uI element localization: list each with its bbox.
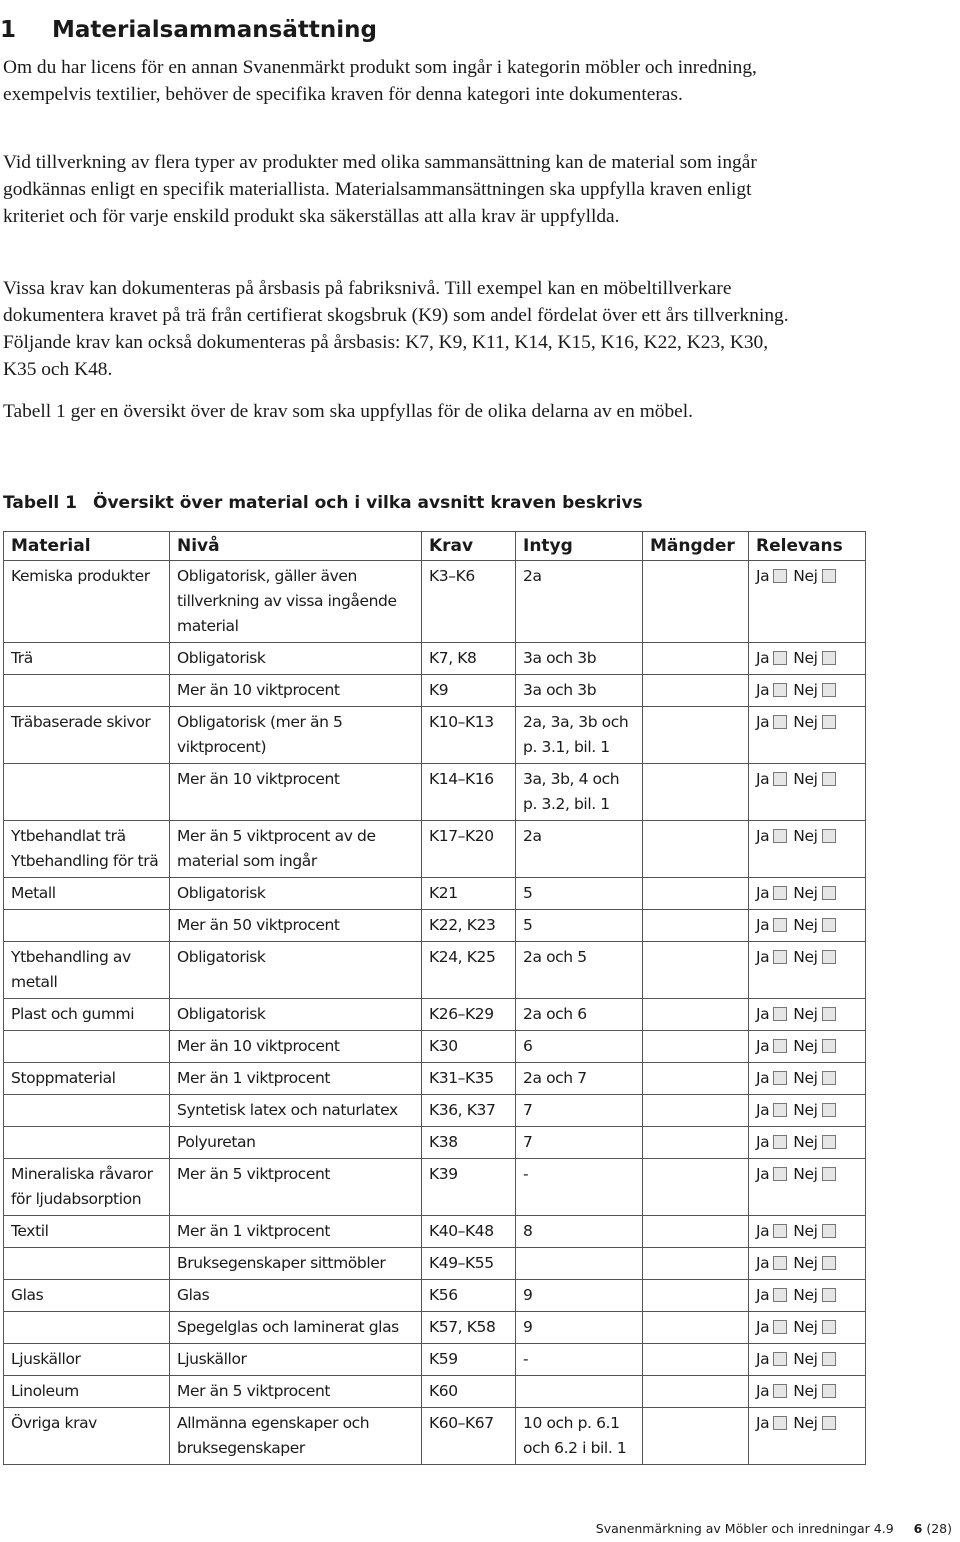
cell-intyg — [516, 1376, 643, 1408]
col-header-krav: Krav — [422, 532, 516, 561]
cell-niva: Bruksegenskaper sittmöbler — [170, 1248, 422, 1280]
nej-checkbox[interactable] — [822, 1135, 836, 1149]
nej-checkbox[interactable] — [822, 1384, 836, 1398]
ja-checkbox[interactable] — [773, 1352, 787, 1366]
ja-label: Ja — [756, 567, 770, 585]
footer-title: Svanenmärkning av Möbler och inredningar — [595, 1521, 870, 1536]
cell-mangder — [643, 1248, 749, 1280]
paragraph-2: Vid tillverkning av flera typer av produkter med olika sammansättning kan de material som ingår godkännas enligt en specifik materiallista. Materialsammansättningen ska uppfylla kraven enligt kriteriet och för varje enskild produkt ska säkerställas att alla krav är uppfyllda. — [3, 152, 757, 227]
cell-intyg: 9 — [516, 1280, 643, 1312]
nej-checkbox[interactable] — [822, 1007, 836, 1021]
ja-label: Ja — [756, 916, 770, 934]
nej-checkbox[interactable] — [822, 1352, 836, 1366]
nej-label: Nej — [793, 1133, 818, 1151]
nej-label: Nej — [793, 567, 818, 585]
cell-material: Stoppmaterial — [4, 1063, 170, 1095]
ja-checkbox[interactable] — [773, 569, 787, 583]
table-row — [4, 1216, 866, 1248]
cell-krav: K31–K35 — [422, 1063, 516, 1095]
table-caption-label: Tabell 1 — [3, 493, 77, 513]
paragraph-4: Tabell 1 ger en översikt över de krav som ska uppfyllas för de olika delarna av en möbel. — [3, 401, 694, 422]
cell-mangder — [643, 1344, 749, 1376]
cell-krav: K36, K37 — [422, 1095, 516, 1127]
col-header-material: Material — [4, 532, 170, 561]
ja-checkbox[interactable] — [773, 1039, 787, 1053]
cell-mangder — [643, 675, 749, 707]
cell-material — [4, 1095, 170, 1127]
cell-relevans — [749, 1408, 866, 1465]
cell-intyg: 10 och p. 6.1 och 6.2 i bil. 1 — [516, 1408, 643, 1465]
cell-relevans — [749, 1344, 866, 1376]
ja-checkbox[interactable] — [773, 651, 787, 665]
nej-checkbox[interactable] — [822, 569, 836, 583]
paragraph-3: Vissa krav kan dokumenteras på årsbasis på fabriksnivå. Till exempel kan en möbeltillverkare dokumentera kravet på trä från certifierat skogsbruk (K9) som andel fördelat över ett års tillverkning. Följande krav kan också dokumenteras på årsbasis: K7, K9, K11, K14, K15, K16, K22, K23, K30, K35 och K48. — [3, 278, 789, 380]
cell-relevans — [749, 1280, 866, 1312]
nej-label: Nej — [793, 884, 818, 902]
material-table — [3, 531, 866, 1465]
table-row — [4, 764, 866, 821]
cell-niva: Polyuretan — [170, 1127, 422, 1159]
cell-krav: K14–K16 — [422, 764, 516, 821]
table-row — [4, 675, 866, 707]
cell-krav: K59 — [422, 1344, 516, 1376]
ja-label: Ja — [756, 1382, 770, 1400]
cell-niva: Allmänna egenskaper och bruksegenskaper — [170, 1408, 422, 1465]
ja-checkbox[interactable] — [773, 829, 787, 843]
cell-krav: K3–K6 — [422, 561, 516, 643]
cell-niva: Mer än 5 viktprocent — [170, 1376, 422, 1408]
cell-mangder — [643, 1312, 749, 1344]
cell-material: Textil — [4, 1216, 170, 1248]
section-heading — [0, 15, 960, 45]
cell-mangder — [643, 1031, 749, 1063]
cell-niva: Mer än 10 viktprocent — [170, 764, 422, 821]
nej-label: Nej — [793, 1005, 818, 1023]
cell-krav: K30 — [422, 1031, 516, 1063]
ja-label: Ja — [756, 1350, 770, 1368]
table-row — [4, 1127, 866, 1159]
cell-intyg: 2a — [516, 821, 643, 878]
col-header-intyg: Intyg — [516, 532, 643, 561]
cell-niva: Ljuskällor — [170, 1344, 422, 1376]
ja-checkbox[interactable] — [773, 886, 787, 900]
nej-checkbox[interactable] — [822, 1167, 836, 1181]
ja-label: Ja — [756, 1318, 770, 1336]
cell-niva: Syntetisk latex och naturlatex — [170, 1095, 422, 1127]
cell-mangder — [643, 1376, 749, 1408]
nej-label: Nej — [793, 713, 818, 731]
cell-niva: Mer än 10 viktprocent — [170, 1031, 422, 1063]
cell-intyg: 2a — [516, 561, 643, 643]
nej-label: Nej — [793, 1254, 818, 1272]
cell-intyg — [516, 1248, 643, 1280]
cell-niva: Obligatorisk — [170, 942, 422, 999]
cell-relevans — [749, 1376, 866, 1408]
cell-krav: K60–K67 — [422, 1408, 516, 1465]
cell-mangder — [643, 1216, 749, 1248]
cell-material: Linoleum — [4, 1376, 170, 1408]
cell-material: Ytbehandling av metall — [4, 942, 170, 999]
ja-label: Ja — [756, 681, 770, 699]
cell-mangder — [643, 821, 749, 878]
table-row — [4, 1376, 866, 1408]
nej-label: Nej — [793, 1414, 818, 1432]
cell-relevans — [749, 561, 866, 643]
table-row — [4, 1344, 866, 1376]
ja-checkbox[interactable] — [773, 918, 787, 932]
cell-relevans — [749, 910, 866, 942]
table-row — [4, 1031, 866, 1063]
ja-checkbox[interactable] — [773, 1224, 787, 1238]
nej-checkbox[interactable] — [822, 1071, 836, 1085]
cell-mangder — [643, 878, 749, 910]
cell-relevans — [749, 1063, 866, 1095]
cell-niva: Mer än 1 viktprocent — [170, 1216, 422, 1248]
ja-checkbox[interactable] — [773, 1320, 787, 1334]
nej-checkbox[interactable] — [822, 1416, 836, 1430]
table-row — [4, 1159, 866, 1216]
cell-krav: K17–K20 — [422, 821, 516, 878]
cell-mangder — [643, 1063, 749, 1095]
cell-mangder — [643, 1095, 749, 1127]
nej-label: Nej — [793, 827, 818, 845]
ja-checkbox[interactable] — [773, 1288, 787, 1302]
table-row — [4, 1280, 866, 1312]
cell-relevans — [749, 878, 866, 910]
cell-material: Träbaserade skivor — [4, 707, 170, 764]
table-header-row — [4, 532, 866, 561]
cell-niva: Obligatorisk — [170, 878, 422, 910]
cell-mangder — [643, 1127, 749, 1159]
nej-checkbox[interactable] — [822, 1224, 836, 1238]
cell-material: Plast och gummi — [4, 999, 170, 1031]
cell-niva: Obligatorisk — [170, 999, 422, 1031]
cell-material: Mineraliska råvaror för ljudabsorption — [4, 1159, 170, 1216]
table-row — [4, 999, 866, 1031]
cell-material — [4, 675, 170, 707]
ja-label: Ja — [756, 713, 770, 731]
table-row — [4, 910, 866, 942]
cell-intyg: 2a och 6 — [516, 999, 643, 1031]
table-row — [4, 878, 866, 910]
cell-intyg: 5 — [516, 910, 643, 942]
cell-intyg: 2a och 5 — [516, 942, 643, 999]
nej-checkbox[interactable] — [822, 1039, 836, 1053]
paragraph-1: Om du har licens för en annan Svanenmärkt produkt som ingår i kategorin möbler och inredning, exempelvis textilier, behöver de specifika kraven för denna kategori inte dokumenteras. — [3, 57, 757, 105]
cell-niva: Mer än 5 viktprocent — [170, 1159, 422, 1216]
cell-krav: K24, K25 — [422, 942, 516, 999]
nej-checkbox[interactable] — [822, 829, 836, 843]
footer-page-total: (28) — [926, 1521, 952, 1536]
cell-relevans — [749, 999, 866, 1031]
nej-checkbox[interactable] — [822, 918, 836, 932]
nej-label: Nej — [793, 681, 818, 699]
cell-relevans — [749, 707, 866, 764]
cell-intyg: 3a och 3b — [516, 675, 643, 707]
nej-label: Nej — [793, 1350, 818, 1368]
col-header-niva: Nivå — [170, 532, 422, 561]
cell-relevans — [749, 942, 866, 999]
cell-mangder — [643, 707, 749, 764]
nej-label: Nej — [793, 1222, 818, 1240]
ja-label: Ja — [756, 770, 770, 788]
cell-material — [4, 910, 170, 942]
ja-label: Ja — [756, 1254, 770, 1272]
ja-checkbox[interactable] — [773, 1416, 787, 1430]
cell-niva: Obligatorisk (mer än 5 viktprocent) — [170, 707, 422, 764]
cell-krav: K10–K13 — [422, 707, 516, 764]
cell-relevans — [749, 1248, 866, 1280]
ja-label: Ja — [756, 884, 770, 902]
cell-material — [4, 1248, 170, 1280]
table-row — [4, 643, 866, 675]
nej-label: Nej — [793, 1382, 818, 1400]
cell-intyg: 3a och 3b — [516, 643, 643, 675]
cell-krav: K38 — [422, 1127, 516, 1159]
cell-material: Metall — [4, 878, 170, 910]
cell-relevans — [749, 675, 866, 707]
nej-checkbox[interactable] — [822, 651, 836, 665]
cell-material: Trä — [4, 643, 170, 675]
ja-label: Ja — [756, 948, 770, 966]
nej-label: Nej — [793, 1037, 818, 1055]
ja-checkbox[interactable] — [773, 1103, 787, 1117]
cell-krav: K26–K29 — [422, 999, 516, 1031]
col-header-relevans: Relevans — [749, 532, 866, 561]
ja-checkbox[interactable] — [773, 1256, 787, 1270]
cell-mangder — [643, 942, 749, 999]
nej-checkbox[interactable] — [822, 1320, 836, 1334]
ja-label: Ja — [756, 649, 770, 667]
table-row — [4, 1408, 866, 1465]
section-title: Materialsammansättning — [52, 17, 377, 44]
cell-material: Ljuskällor — [4, 1344, 170, 1376]
cell-niva: Obligatorisk — [170, 643, 422, 675]
nej-checkbox[interactable] — [822, 950, 836, 964]
ja-checkbox[interactable] — [773, 772, 787, 786]
ja-checkbox[interactable] — [773, 1384, 787, 1398]
nej-label: Nej — [793, 1286, 818, 1304]
cell-niva: Mer än 5 viktprocent av de material som ingår — [170, 821, 422, 878]
col-header-mangder: Mängder — [643, 532, 749, 561]
cell-relevans — [749, 1312, 866, 1344]
cell-intyg: 5 — [516, 878, 643, 910]
cell-mangder — [643, 1408, 749, 1465]
cell-krav: K21 — [422, 878, 516, 910]
table-caption — [3, 490, 903, 516]
table-row — [4, 821, 866, 878]
cell-krav: K39 — [422, 1159, 516, 1216]
table-row — [4, 1095, 866, 1127]
cell-relevans — [749, 1127, 866, 1159]
cell-niva: Mer än 10 viktprocent — [170, 675, 422, 707]
cell-mangder — [643, 999, 749, 1031]
cell-niva: Spegelglas och laminerat glas — [170, 1312, 422, 1344]
ja-label: Ja — [756, 1165, 770, 1183]
nej-checkbox[interactable] — [822, 886, 836, 900]
nej-checkbox[interactable] — [822, 772, 836, 786]
cell-krav: K9 — [422, 675, 516, 707]
ja-checkbox[interactable] — [773, 1167, 787, 1181]
cell-krav: K22, K23 — [422, 910, 516, 942]
cell-material — [4, 1031, 170, 1063]
nej-label: Nej — [793, 1101, 818, 1119]
ja-checkbox[interactable] — [773, 683, 787, 697]
ja-label: Ja — [756, 1133, 770, 1151]
ja-label: Ja — [756, 1069, 770, 1087]
footer-page-number: 6 — [913, 1521, 923, 1536]
cell-intyg: 2a, 3a, 3b och p. 3.1, bil. 1 — [516, 707, 643, 764]
nej-label: Nej — [793, 649, 818, 667]
ja-checkbox[interactable] — [773, 1135, 787, 1149]
cell-relevans — [749, 1216, 866, 1248]
ja-label: Ja — [756, 1222, 770, 1240]
cell-niva: Glas — [170, 1280, 422, 1312]
cell-intyg: 8 — [516, 1216, 643, 1248]
cell-mangder — [643, 764, 749, 821]
cell-mangder — [643, 561, 749, 643]
cell-material: Kemiska produkter — [4, 561, 170, 643]
footer-version: 4.9 — [873, 1521, 894, 1536]
section-number: 1 — [0, 17, 17, 44]
cell-mangder — [643, 1159, 749, 1216]
cell-krav: K57, K58 — [422, 1312, 516, 1344]
cell-niva: Mer än 50 viktprocent — [170, 910, 422, 942]
cell-relevans — [749, 1159, 866, 1216]
cell-material — [4, 1312, 170, 1344]
cell-relevans — [749, 643, 866, 675]
cell-material — [4, 764, 170, 821]
ja-label: Ja — [756, 1414, 770, 1432]
cell-intyg: 6 — [516, 1031, 643, 1063]
nej-checkbox[interactable] — [822, 1103, 836, 1117]
nej-checkbox[interactable] — [822, 1256, 836, 1270]
nej-checkbox[interactable] — [822, 715, 836, 729]
table-row — [4, 942, 866, 999]
nej-label: Nej — [793, 1069, 818, 1087]
cell-krav: K49–K55 — [422, 1248, 516, 1280]
cell-intyg: - — [516, 1344, 643, 1376]
nej-label: Nej — [793, 916, 818, 934]
cell-relevans — [749, 821, 866, 878]
cell-krav: K40–K48 — [422, 1216, 516, 1248]
cell-material: Ytbehandlat trä Ytbehandling för trä — [4, 821, 170, 878]
cell-krav: K60 — [422, 1376, 516, 1408]
nej-checkbox[interactable] — [822, 1288, 836, 1302]
cell-material: Övriga krav — [4, 1408, 170, 1465]
cell-krav: K56 — [422, 1280, 516, 1312]
table-row — [4, 1312, 866, 1344]
cell-material: Glas — [4, 1280, 170, 1312]
cell-relevans — [749, 1031, 866, 1063]
cell-intyg: 2a och 7 — [516, 1063, 643, 1095]
page-footer — [596, 1520, 952, 1538]
cell-intyg: 3a, 3b, 4 och p. 3.2, bil. 1 — [516, 764, 643, 821]
cell-intyg: 7 — [516, 1095, 643, 1127]
cell-mangder — [643, 643, 749, 675]
cell-niva: Obligatorisk, gäller även tillverkning av vissa ingående material — [170, 561, 422, 643]
ja-label: Ja — [756, 1286, 770, 1304]
nej-label: Nej — [793, 948, 818, 966]
ja-checkbox[interactable] — [773, 1071, 787, 1085]
cell-relevans — [749, 764, 866, 821]
nej-label: Nej — [793, 1318, 818, 1336]
ja-label: Ja — [756, 1037, 770, 1055]
table-row — [4, 561, 866, 643]
cell-intyg: - — [516, 1159, 643, 1216]
cell-niva: Mer än 1 viktprocent — [170, 1063, 422, 1095]
cell-relevans — [749, 1095, 866, 1127]
cell-mangder — [643, 1280, 749, 1312]
nej-label: Nej — [793, 770, 818, 788]
table-row — [4, 707, 866, 764]
cell-krav: K7, K8 — [422, 643, 516, 675]
cell-material — [4, 1127, 170, 1159]
ja-checkbox[interactable] — [773, 950, 787, 964]
ja-label: Ja — [756, 1101, 770, 1119]
ja-checkbox[interactable] — [773, 715, 787, 729]
ja-label: Ja — [756, 1005, 770, 1023]
table-row — [4, 1248, 866, 1280]
cell-intyg: 9 — [516, 1312, 643, 1344]
table-row — [4, 1063, 866, 1095]
nej-checkbox[interactable] — [822, 683, 836, 697]
ja-checkbox[interactable] — [773, 1007, 787, 1021]
cell-intyg: 7 — [516, 1127, 643, 1159]
ja-label: Ja — [756, 827, 770, 845]
nej-label: Nej — [793, 1165, 818, 1183]
cell-mangder — [643, 910, 749, 942]
table-caption-text: Översikt över material och i vilka avsnitt kraven beskrivs — [93, 493, 643, 513]
